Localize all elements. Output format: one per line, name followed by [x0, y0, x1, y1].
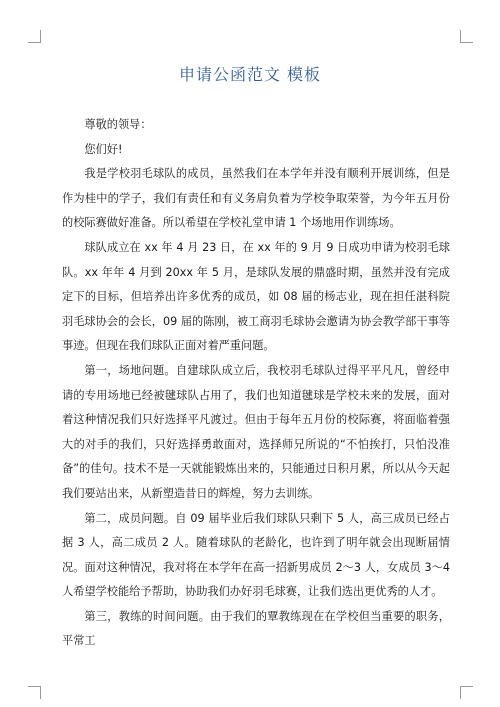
- greeting: 您们好!: [84, 142, 123, 156]
- page-corner-mark-bottom-right: [460, 686, 473, 699]
- document-title: 申请公函范文 模板: [178, 65, 322, 84]
- salutation: 尊敬的领导：: [84, 118, 152, 131]
- paragraph-5: 第三，教练的时间问题。由于我们的覃教练现在在学校但当重要的职务，平常工: [62, 609, 450, 648]
- paragraph-4: 第二，成员问题。自 09 届毕业后我们球队只剩下 5 人，高三成员已经占据 3 人，高二成员 2 人。随着球队的老龄化，也许到了明年就会出现断届情况。面对这种情况，我对将在本学年在高一招新男成员 2～3 人，女成员 3～4 人希望学校能给予帮助，协助我们办好羽毛球赛，让我们选出更优秀的人才。: [62, 511, 450, 599]
- paragraph-3: 第一，场地问题。自建球队成立后，我校羽毛球队过得平平凡凡，曾经申请的专用场地已经被毽球队占用了，我们也知道毽球是学校未来的发展，面对着这种情况我们只好选择平凡渡过。但由于每年五月份的校际赛，将面临着强大的对手的我们，只好选择勇敢面对，选择师兄所说的“不怕挨打，只怕没准备”的佳句。技术不是一天就能锻炼出来的，只能通过日积月累，所以从今天起我们要站出来，从新塑造昔日的辉煌，努力去训练。: [62, 363, 450, 500]
- page-corner-mark-top-right: [460, 30, 473, 43]
- page-corner-mark-bottom-left: [28, 686, 41, 699]
- paragraph-1: 我是学校羽毛球队的成员，虽然我们在本学年并没有顺利开展训练，但是作为桂中的学子，我们有责任和有义务肩负着为学校争取荣誉，为今年五月份的校际赛做好准备。所以希望在学校礼堂申请 1 个场地用作训练场。: [62, 167, 450, 230]
- page-corner-mark-top-left: [28, 30, 41, 43]
- paragraph-2: 球队成立在 xx 年 4 月 23 日，在 xx 年的 9 月 9 日成功申请为校羽毛球队。xx 年年 4 月到 20xx 年 5 月，是球队发展的鼎盛时期，虽然并没有完成定下的目标，但培养出许多优秀的成员，如 08 届的杨志业，现在担任湛科院羽毛球协会的会长，09 届的陈刚，被工商羽毛球协会邀请为协会教学部干事等事迹。但现在我们球队正面对着严重问题。: [62, 240, 450, 353]
- document-body: [62, 113, 450, 654]
